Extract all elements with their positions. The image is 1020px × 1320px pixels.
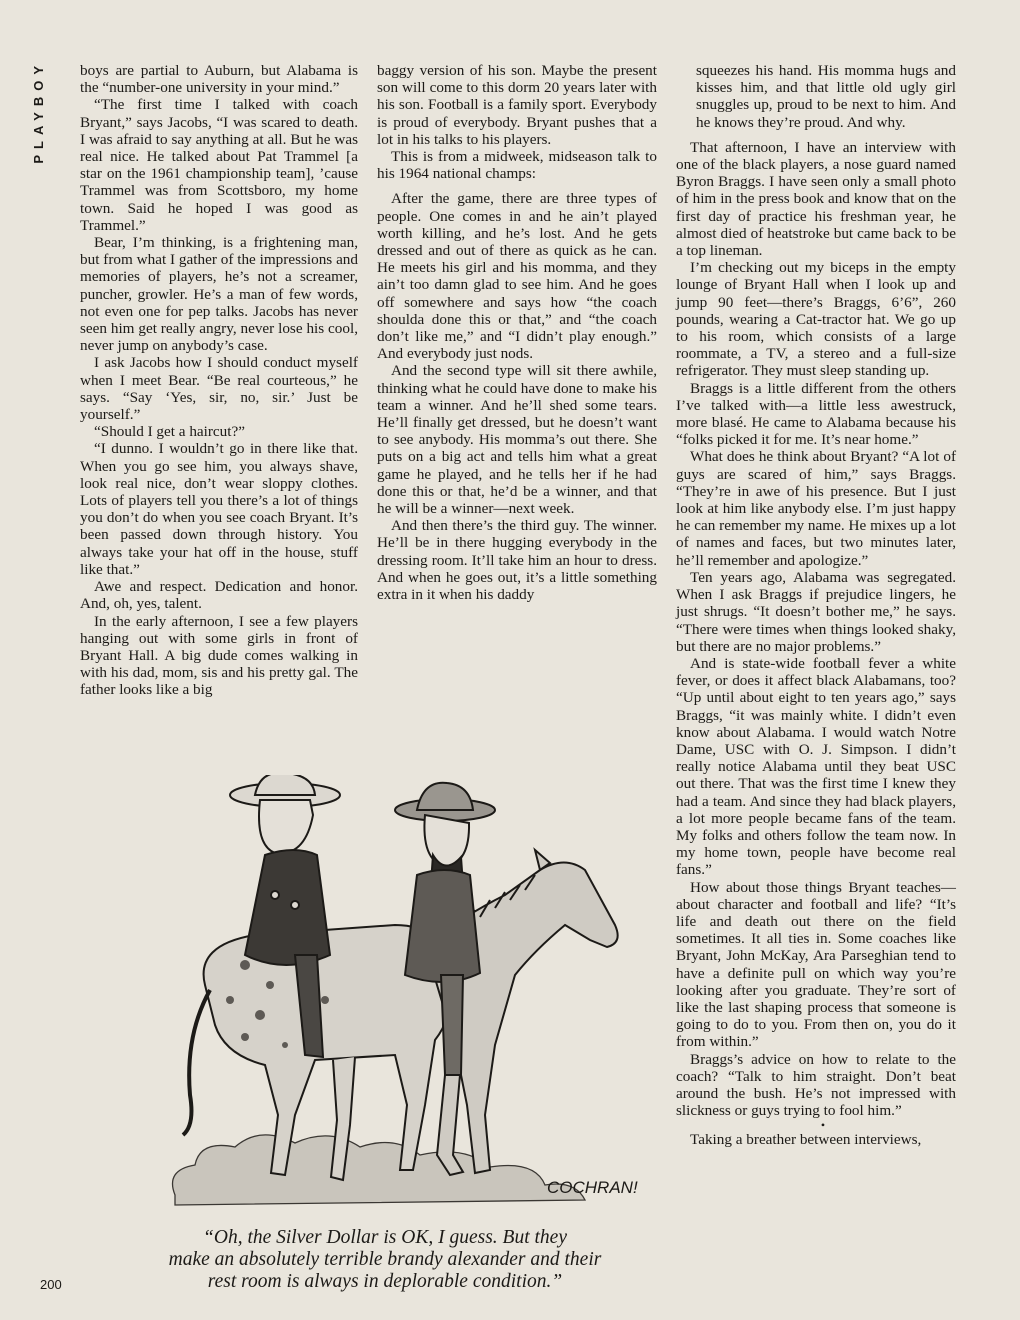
quoted-talk-paragraph: And then there’s the third guy. The winner. He’ll be in there hugging everybody in the dressing room. It’ll take him an hour to dress. And when he goes out, it’s a little something extra in it when his daddy <box>377 517 657 604</box>
paragraph: Ten years ago, Alabama was segregated. When I ask Braggs if prejudice lingers, he just shrugs. “It doesn’t bother me,” he says. “There were times when things looked shaky, but there are no major problems.” <box>676 568 956 655</box>
paragraph: I’m checking out my biceps in the empty lounge of Bryant Hall when I look up and jump 90 feet—there’s Braggs, 6’6”, 260 pounds, wearing a Cat-tractor hat. We go up to his room, which consists of a large roommate, a TV, a stereo and a full-size refrigerator. They must sleep standing up. <box>676 259 956 380</box>
article-column-2 <box>377 62 657 603</box>
quoted-talk-paragraph: squeezes his hand. His momma hugs and kisses him, and that little old ugly girl snuggles up, proud to be next to him. And he knows they’re proud. And why. <box>696 62 956 131</box>
paragraph: That afternoon, I have an interview with one of the black players, a nose guard named Byron Braggs. I have seen only a small photo of him in the press book and know that on the first day of practice his freshman year, he almost died of heatstroke but came back to be a top lineman. <box>676 138 956 260</box>
paragraph: This is from a midweek, midseason talk to his 1964 national champs: <box>377 148 657 183</box>
quoted-talk-paragraph: And the second type will sit there awhile, thinking what he could have done to make his team a winner. And he’ll shed some tears. He’ll finally get dressed, but he doesn’t want to see anybody. His momma’s out there. She puts on a big act and tells him what a great game he played, and he tells her if he had done this or that, he’d be a winner, and that he will be a winner—next week. <box>377 362 657 518</box>
paragraph: What does he think about Bryant? “A lot of guys are scared of him,” says Braggs. “They’re in awe of his presence. But I just look at him like anybody else. I’m just happy he can remember my name. He mixes up a lot of names and faces, but two minutes later, he’ll remember and apologize.” <box>676 448 956 569</box>
page-number: 200 <box>40 1277 62 1292</box>
paragraph: How about those things Bryant teaches—about character and football and life? “It’s life and death out there on the field sometimes. It all ties in. Some coaches like Bryant, John McKay, Ara Parseghian tend to have a definite pull on which way you’re looking after you graduate. They’re sort of like the last shaping process that someone is going to do to you. From then on, you do it from within.” <box>676 878 956 1051</box>
section-break-bullet: • <box>820 1118 826 1133</box>
masthead: PLAYBOY <box>31 60 46 164</box>
paragraph: Bear, I’m thinking, is a frightening man, but from what I gather of the impressions and memories of players, he’s not a screamer, puncher, growler. He’s a man of few words, not even one for pep talks. Jacobs has never seen him get really angry, never lose his cool, never jump on anybody’s case. <box>80 234 358 355</box>
article-column-3 <box>676 62 956 1149</box>
paragraph: Braggs is a little different from the others I’ve talked with—a little less awestruck, more blasé. He came to Alabama because his “folks picked it for me. It’s near home.” <box>676 379 956 449</box>
paragraph: baggy version of his son. Maybe the present son will come to this dorm 20 years later with his son. Football is a family sport. Everybody is proud of everybody. Bryant pushes that a lot in his talks to his players. <box>377 62 657 148</box>
quoted-talk-paragraph: After the game, there are three types of people. One comes in and he ain’t played worth killing, and he’s lost. And he gets dressed and out of there as quick as he can. He meets his girl and his momma, and they ain’t too damn glad to see him. And he goes off somewhere and says how “the coach shoulda done this or that,” and “the coach don’t like me,” and “I didn’t play enough.” And everybody just nods. <box>377 190 657 363</box>
caption-line: make an absolutely terrible brandy alexander and their <box>168 1249 602 1270</box>
dust-cloud <box>173 1135 586 1205</box>
paragraph: “I dunno. I wouldn’t go in there like that. When you go see him, you always shave, look real nice, don’t wear sloppy clothes. Lots of players tell you there’s a lot of things you don’t do when you see coach Bryant. It’s been passed down through history. You always take your hat off in the house, stuff like that.” <box>80 440 358 578</box>
paragraph: I ask Jacobs how I should conduct myself when I meet Bear. “Be real courteous,” he says. “Say ‘Yes, sir, no, sir.’ Just be yourself.” <box>80 354 358 424</box>
cartoon-caption <box>110 1227 660 1293</box>
paragraph: And is state-wide football fever a white fever, or does it affect black Alabamans, too? “Up until about eight to ten years ago,” says Braggs, “it was mainly white. I didn’t even know about Alabama. I would watch Notre Dame, USC with O. J. Simpson. I didn’t really notice Alabama until they beat USC out there. That was the first time I knew they had a team. And since they had black players, a lot more people became fans of the team. My folks and others follow the team now. In my home town, people have become real fans.” <box>676 654 956 879</box>
paragraph: Braggs’s advice on how to relate to the coach? “Talk to him straight. Don’t beat around the bush. He’s not impressed with slickness or guys trying to fool him.” <box>676 1050 956 1120</box>
caption-line: rest room is always in deplorable condition.” <box>207 1271 563 1292</box>
paragraph: Awe and respect. Dedication and honor. And, oh, yes, talent. <box>80 578 358 613</box>
paragraph: Taking a breather between interviews, <box>690 1131 922 1149</box>
paragraph: In the early afternoon, I see a few players hanging out with some girls in front of Bryant Hall. A big dude comes walking in with his dad, mom, sis and his pretty gal. The father looks like a big <box>80 612 358 699</box>
paragraph: “Should I get a haircut?” <box>94 423 245 441</box>
caption-line: “Oh, the Silver Dollar is OK, I guess. But they <box>203 1227 567 1248</box>
paragraph: “The first time I talked with coach Bryant,” says Jacobs, “I was scared to death. I was afraid to say anything at all. But he was real nice. He talked about Pat Trammel [a star on the 1961 championship team], ’cause Trammel was from Scottsboro, my home town. Said he hoped I was good as Trammel.” <box>80 96 358 234</box>
article-column-1 <box>80 62 358 699</box>
cartoon-illustration <box>145 775 645 1220</box>
cartoonist-signature: COCHRAN! <box>547 1178 638 1197</box>
paragraph: boys are partial to Auburn, but Alabama is the “number-one university in your mind.” <box>80 62 358 97</box>
